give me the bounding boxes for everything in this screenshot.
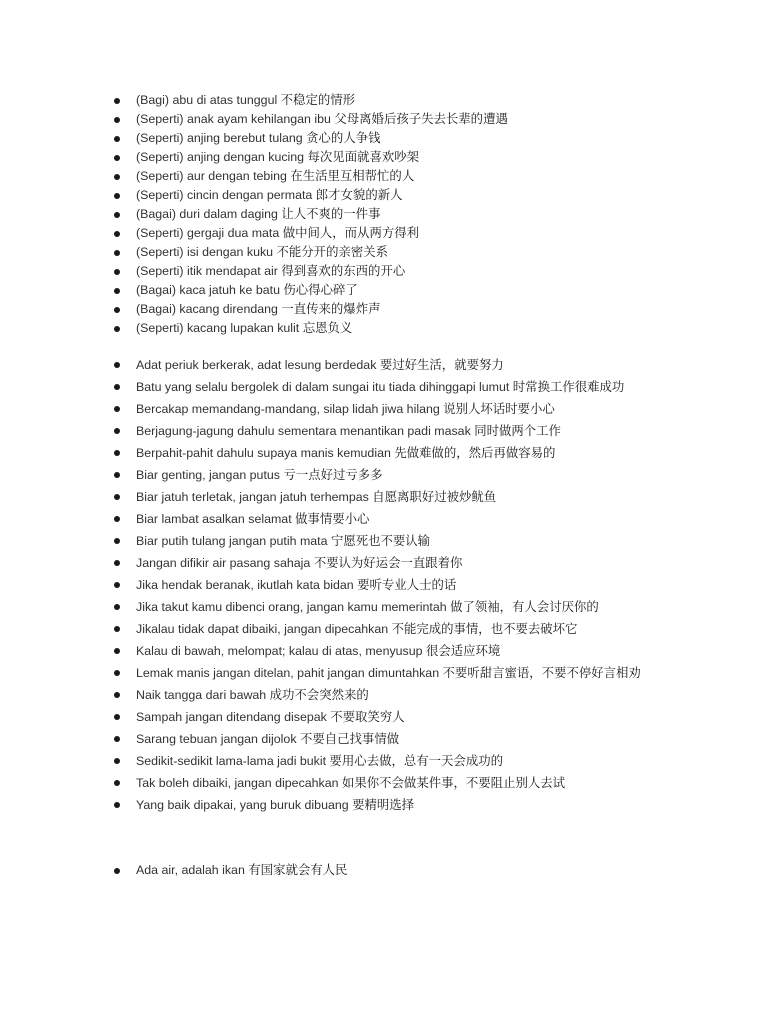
proverb-list-similes — [0, 91, 768, 338]
bullet-icon — [114, 362, 120, 368]
chinese-meaning: 说别人坏话时要小心 — [443, 401, 555, 416]
chinese-meaning: 要过好生活，就要努力 — [379, 357, 504, 372]
list-item — [0, 91, 768, 110]
bullet-icon — [114, 582, 120, 588]
malay-proverb: Berjagung-jagung dahulu sementara menantikan padi masak — [136, 423, 471, 438]
malay-proverb: Kalau di bawah, melompat; kalau di atas, menyusup — [136, 643, 423, 658]
list-item — [0, 705, 768, 727]
malay-proverb: Sarang tebuan jangan dijolok — [136, 731, 297, 746]
chinese-meaning: 不要自己找事情做 — [299, 731, 400, 746]
proverb-list-sayings — [0, 353, 768, 815]
malay-proverb: Biar lambat asalkan selamat — [136, 511, 292, 526]
chinese-meaning: 不能分开的亲密关系 — [276, 245, 389, 259]
malay-proverb: (Bagai) kacang direndang — [136, 302, 278, 316]
list-item — [0, 463, 768, 485]
malay-proverb: Jika hendak beranak, ikutlah kata bidan — [136, 577, 354, 592]
bullet-icon — [114, 758, 120, 764]
proverb-list-extra — [0, 861, 768, 879]
bullet-icon — [114, 450, 120, 456]
bullet-icon — [114, 231, 120, 237]
list-item — [0, 300, 768, 319]
bullet-icon — [114, 670, 120, 676]
bullet-icon — [114, 736, 120, 742]
malay-proverb: Adat periuk berkerak, adat lesung berdedak — [136, 357, 377, 372]
list-item — [0, 771, 768, 793]
chinese-meaning: 宁愿死也不要认输 — [330, 533, 431, 548]
list-item — [0, 397, 768, 419]
malay-proverb: Sampah jangan ditendang disepak — [136, 709, 327, 724]
chinese-meaning: 有国家就会有人民 — [248, 863, 348, 877]
malay-proverb: Jikalau tidak dapat dibaiki, jangan dipecahkan — [136, 621, 389, 636]
bullet-icon — [114, 98, 120, 104]
chinese-meaning: 要用心去做，总有一天会成功的 — [329, 753, 503, 768]
malay-proverb: (Seperti) gergaji dua mata — [136, 226, 280, 240]
chinese-meaning: 不要认为好运会一直跟着你 — [313, 555, 463, 570]
bullet-icon — [114, 516, 120, 522]
bullet-icon — [114, 174, 120, 180]
list-item — [0, 441, 768, 463]
list-item — [0, 749, 768, 771]
bullet-icon — [114, 472, 120, 478]
bullet-icon — [114, 538, 120, 544]
malay-proverb: (Seperti) itik mendapat air — [136, 264, 278, 278]
chinese-meaning: 一直传来的爆炸声 — [281, 302, 381, 316]
bullet-icon — [114, 326, 120, 332]
malay-proverb: (Bagai) kaca jatuh ke batu — [136, 283, 280, 297]
chinese-meaning: 成功不会突然来的 — [269, 687, 369, 702]
malay-proverb: (Seperti) cincin dengan permata — [136, 188, 313, 202]
malay-proverb: Jangan difikir air pasang sahaja — [136, 555, 311, 570]
list-item — [0, 419, 768, 441]
chinese-meaning: 如果你不会做某件事，不要阻止别人去试 — [341, 775, 566, 790]
malay-proverb: (Seperti) anjing berebut tulang — [136, 131, 303, 145]
list-item — [0, 262, 768, 281]
bullet-icon — [114, 648, 120, 654]
malay-proverb: Batu yang selalu bergolek di dalam sungai itu tiada dihinggapi lumut — [136, 379, 510, 394]
bullet-icon — [114, 692, 120, 698]
chinese-meaning: 时常换工作很难成功 — [512, 379, 625, 394]
chinese-meaning: 亏一点好过亏多多 — [283, 467, 383, 482]
bullet-icon — [114, 193, 120, 199]
bullet-icon — [114, 269, 120, 275]
list-item — [0, 485, 768, 507]
malay-proverb: (Seperti) kacang lupakan kulit — [136, 321, 300, 335]
chinese-meaning: 做了领袖，有人会讨厌你的 — [450, 599, 599, 614]
list-item — [0, 573, 768, 595]
bullet-icon — [114, 250, 120, 256]
chinese-meaning: 不要听甜言蜜语，不要不停好言相劝 — [442, 665, 641, 680]
list-item — [0, 353, 768, 375]
malay-proverb: (Seperti) isi dengan kuku — [136, 245, 274, 259]
bullet-icon — [114, 626, 120, 632]
list-item — [0, 243, 768, 262]
malay-proverb: (Seperti) anak ayam kehilangan ibu — [136, 112, 331, 126]
list-item — [0, 551, 768, 573]
chinese-meaning: 贪心的人争钱 — [306, 131, 381, 145]
list-item — [0, 148, 768, 167]
list-item — [0, 617, 768, 639]
bullet-icon — [114, 406, 120, 412]
bullet-icon — [114, 212, 120, 218]
bullet-icon — [114, 494, 120, 500]
chinese-meaning: 做事情要小心 — [295, 511, 370, 526]
chinese-meaning: 要精明选择 — [352, 797, 415, 812]
chinese-meaning: 不要取笑穷人 — [330, 709, 405, 724]
chinese-meaning: 忘恩负义 — [302, 321, 353, 335]
chinese-meaning: 自愿离职好过被炒鱿鱼 — [372, 489, 497, 504]
chinese-meaning: 在生活里互相帮忙的人 — [290, 169, 415, 183]
malay-proverb: Yang baik dipakai, yang buruk dibuang — [136, 797, 349, 812]
bullet-icon — [114, 136, 120, 142]
list-item — [0, 507, 768, 529]
list-item — [0, 186, 768, 205]
bullet-icon — [114, 117, 120, 123]
list-item — [0, 375, 768, 397]
bullet-icon — [114, 155, 120, 161]
bullet-icon — [114, 560, 120, 566]
list-item — [0, 167, 768, 186]
list-item — [0, 661, 768, 683]
list-item — [0, 281, 768, 300]
malay-proverb: Bercakap memandang-mandang, silap lidah jiwa hilang — [136, 401, 440, 416]
malay-proverb: Ada air, adalah ikan — [136, 863, 245, 877]
chinese-meaning: 每次见面就喜欢吵架 — [307, 150, 420, 164]
list-item — [0, 529, 768, 551]
list-item — [0, 319, 768, 338]
malay-proverb: (Bagai) duri dalam daging — [136, 207, 278, 221]
bullet-icon — [114, 780, 120, 786]
malay-proverb: Sedikit-sedikit lama-lama jadi bukit — [136, 753, 327, 768]
bullet-icon — [114, 714, 120, 720]
malay-proverb: Biar putih tulang jangan putih mata — [136, 533, 328, 548]
chinese-meaning: 要听专业人士的话 — [357, 577, 457, 592]
chinese-meaning: 先做难做的，然后再做容易的 — [394, 445, 556, 460]
malay-proverb: Naik tangga dari bawah — [136, 687, 267, 702]
bullet-icon — [114, 802, 120, 808]
list-item — [0, 727, 768, 749]
bullet-icon — [114, 428, 120, 434]
list-item — [0, 205, 768, 224]
malay-proverb: Biar genting, jangan putus — [136, 467, 280, 482]
malay-proverb: (Seperti) aur dengan tebing — [136, 169, 287, 183]
malay-proverb: Tak boleh dibaiki, jangan dipecahkan — [136, 775, 339, 790]
chinese-meaning: 得到喜欢的东西的开心 — [281, 264, 406, 278]
chinese-meaning: 同时做两个工作 — [474, 423, 561, 438]
list-item — [0, 683, 768, 705]
chinese-meaning: 让人不爽的一件事 — [281, 207, 381, 221]
list-item — [0, 639, 768, 661]
chinese-meaning: 做中间人，而从两方得利 — [282, 226, 420, 240]
list-item — [0, 129, 768, 148]
chinese-meaning: 郎才女貌的新人 — [315, 188, 403, 202]
list-item — [0, 110, 768, 129]
list-item — [0, 224, 768, 243]
bullet-icon — [114, 604, 120, 610]
malay-proverb: Berpahit-pahit dahulu supaya manis kemudian — [136, 445, 391, 460]
bullet-icon — [114, 288, 120, 294]
list-item — [0, 861, 768, 879]
malay-proverb: Biar jatuh terletak, jangan jatuh terhempas — [136, 489, 369, 504]
malay-proverb: Lemak manis jangan ditelan, pahit jangan dimuntahkan — [136, 665, 440, 680]
chinese-meaning: 不能完成的事情，也不要去破坏它 — [391, 621, 578, 636]
chinese-meaning: 伤心得心碎了 — [283, 283, 358, 297]
list-item — [0, 793, 768, 815]
bullet-icon — [114, 384, 120, 390]
malay-proverb: (Bagi) abu di atas tunggul — [136, 93, 278, 107]
chinese-meaning: 很会适应环境 — [425, 643, 501, 658]
list-item — [0, 595, 768, 617]
bullet-icon — [114, 307, 120, 313]
chinese-meaning: 父母离婚后孩子失去长辈的遭遇 — [334, 112, 508, 126]
malay-proverb: (Seperti) anjing dengan kucing — [136, 150, 305, 164]
chinese-meaning: 不稳定的情形 — [280, 93, 356, 107]
bullet-icon — [114, 868, 120, 874]
malay-proverb: Jika takut kamu dibenci orang, jangan kamu memerintah — [136, 599, 447, 614]
